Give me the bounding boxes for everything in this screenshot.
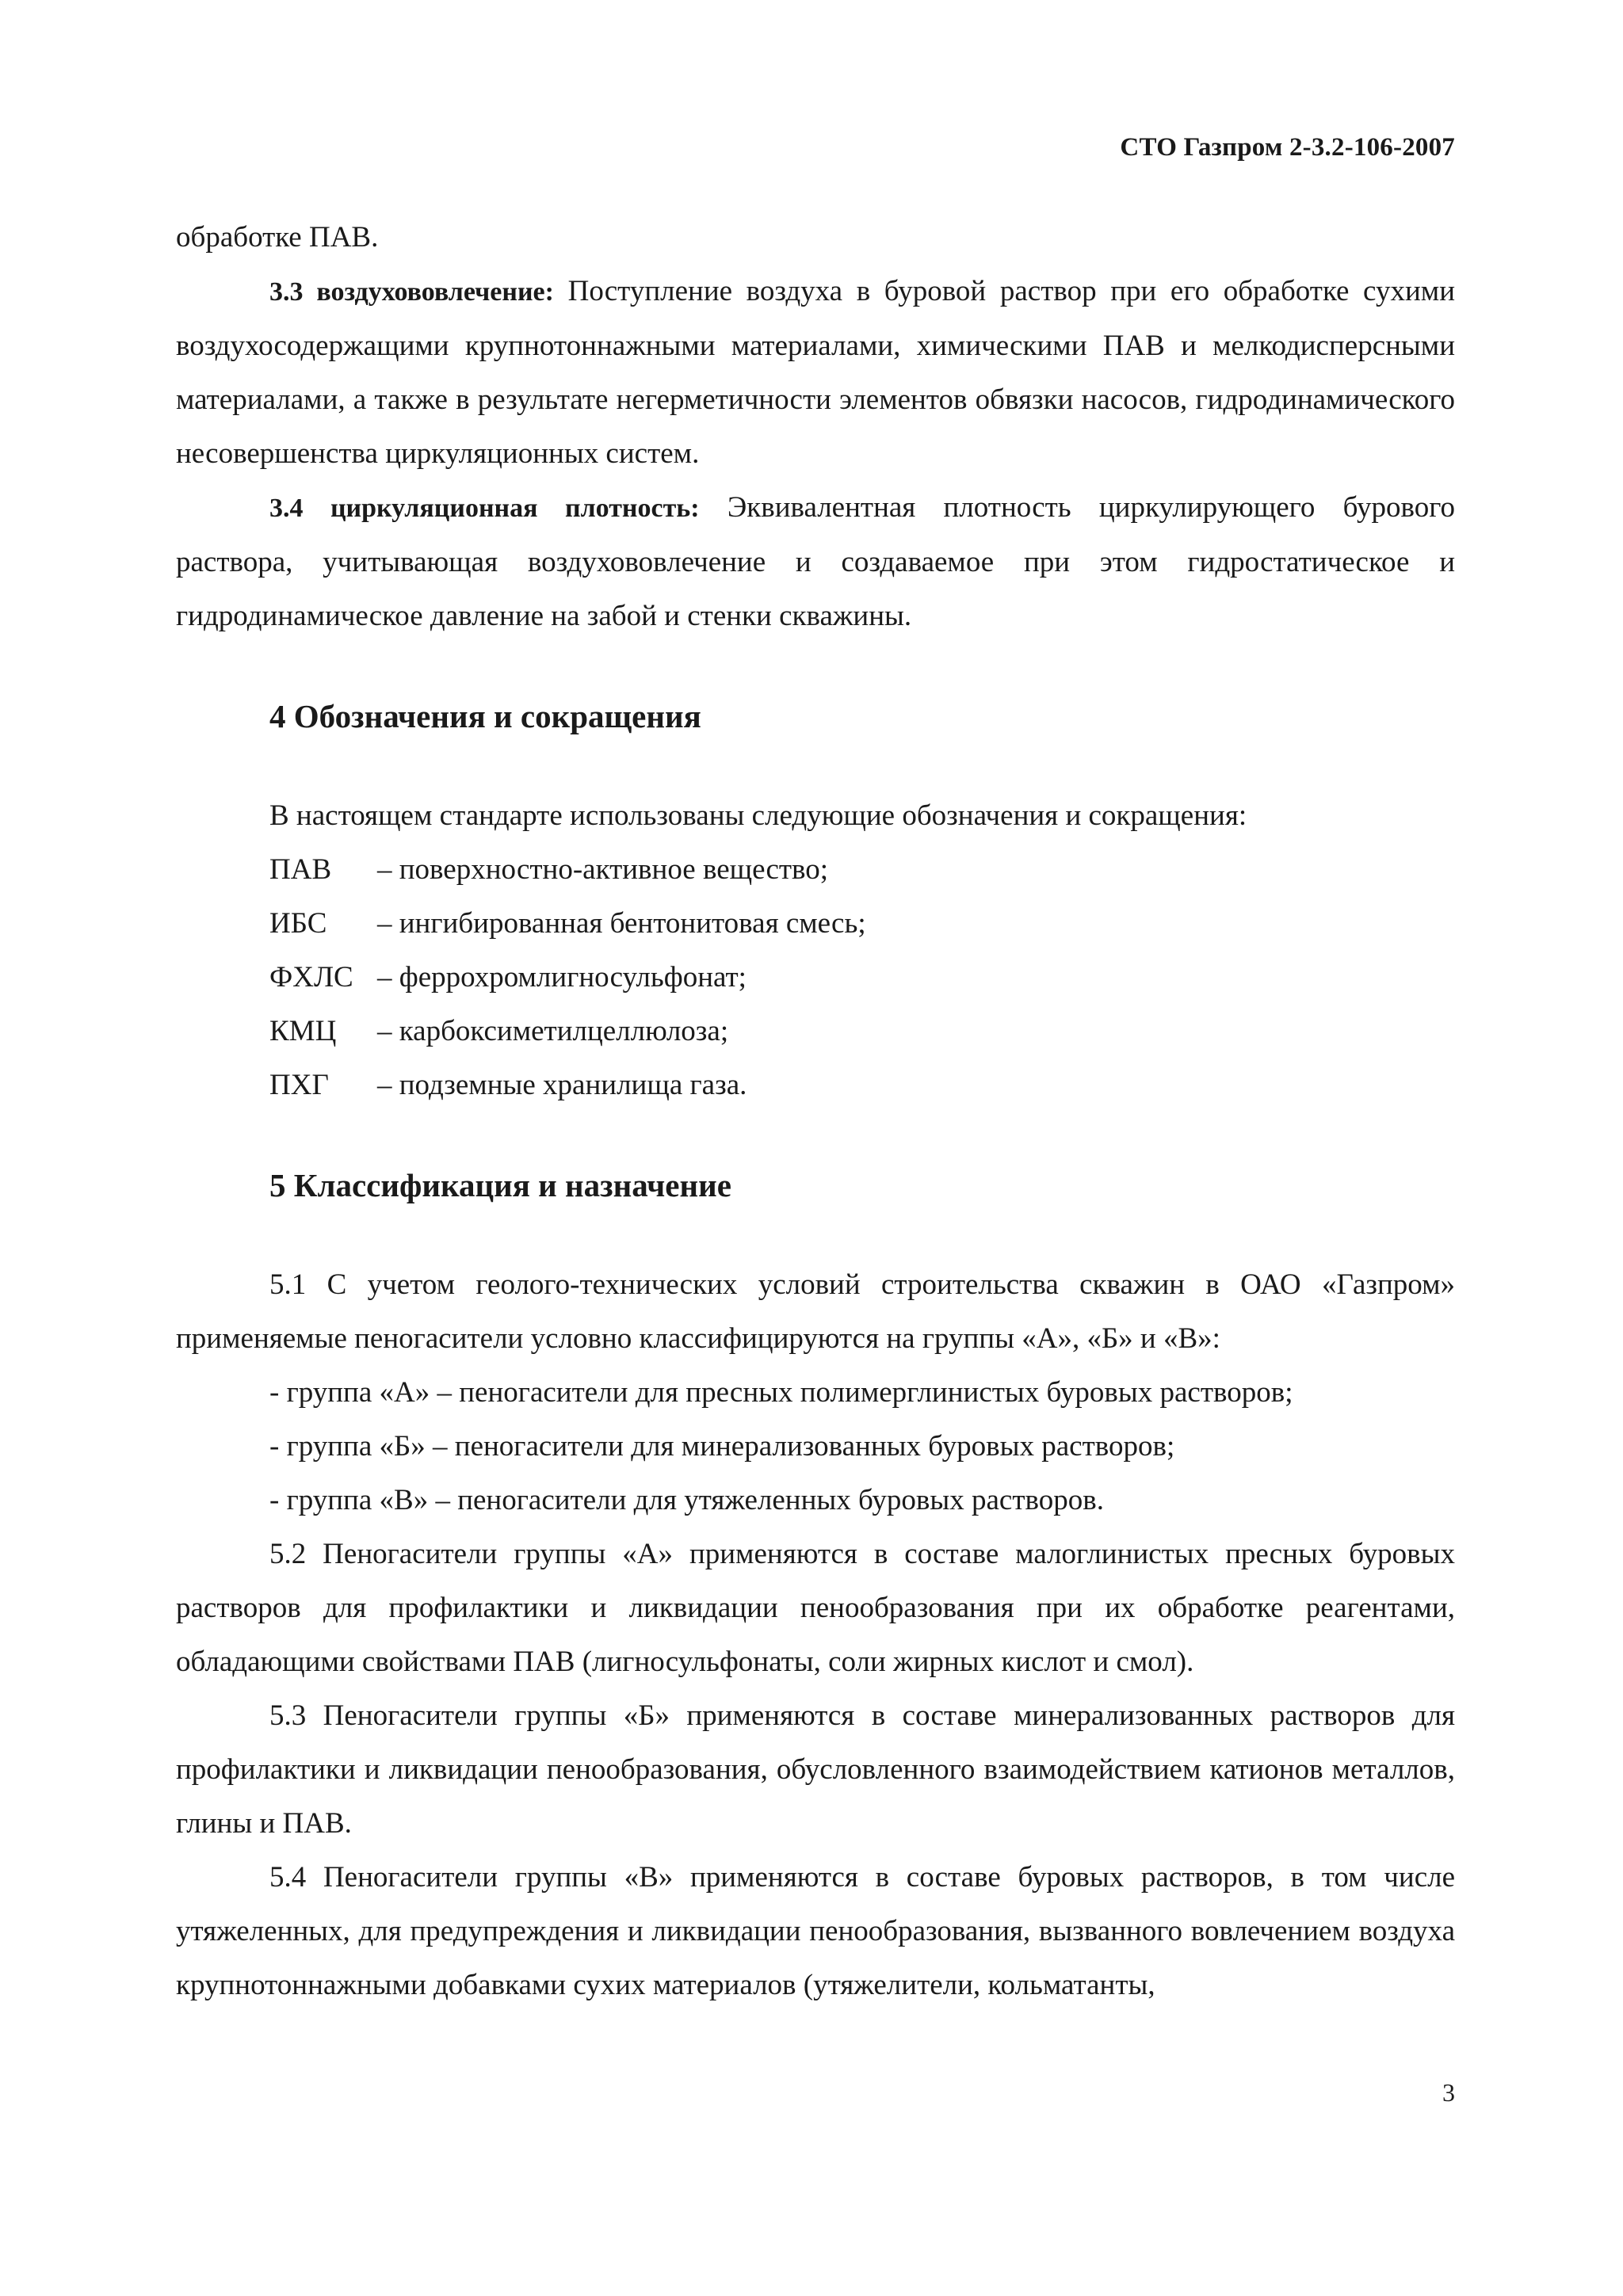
- definition-text: Эквивалентная плотность циркулирующего бурового раствора, учитывающая воздухововлечение и создаваемое при этом гидростатическое и гидродинамическое давление на забой и стенки скважины.: [176, 491, 1455, 632]
- paragraph-5-2: 5.2 Пеногасители группы «А» применяются в составе малоглинистых пресных буровых растворов для профилактики и ликвидации пенообразования при их обработке реагентами, обладающими свойствами ПАВ (лигносульфонаты, соли жирных кислот и смол).: [176, 1538, 1455, 1678]
- section-heading-4: 4 Обозначения и сокращения: [269, 698, 701, 734]
- group-bullet-b: - группа «Б» – пеногасители для минерализованных буровых растворов;: [269, 1430, 1175, 1463]
- abbreviation-code: ПАВ: [269, 853, 332, 886]
- abbreviation-item: [269, 843, 1455, 897]
- abbreviation-item: [269, 951, 1455, 1005]
- definition-3-3: [176, 265, 1455, 481]
- abbreviation-item: [269, 897, 1455, 951]
- abbreviation-description: – феррохромлигносульфонат;: [377, 961, 747, 994]
- paragraph-5-1: 5.1 С учетом геолого-технических условий строительства скважин в ОАО «Газпром» применяемые пеногасители условно классифицируются на группы «А», «Б» и «В»:: [176, 1268, 1455, 1355]
- abbreviation-code: ИБС: [269, 907, 327, 940]
- definition-term: 3.4 циркуляционная плотность:: [269, 494, 700, 523]
- definition-3-4: [176, 481, 1455, 643]
- page-number: 3: [1442, 2078, 1455, 2107]
- paragraph-5-3: 5.3 Пеногасители группы «Б» применяются в составе минерализованных растворов для профилактики и ликвидации пенообразования, обусловленного взаимодействием катионов металлов, глины и ПАВ.: [176, 1699, 1455, 1840]
- document-body: [176, 211, 1455, 2012]
- abbreviation-item: [269, 1058, 1455, 1112]
- section-4-intro: В настоящем стандарте использованы следующие обозначения и сокращения:: [269, 799, 1247, 832]
- abbreviation-description: – подземные хранилища газа.: [377, 1069, 747, 1101]
- group-bullet-c: - группа «В» – пеногасители для утяжеленных буровых растворов.: [269, 1484, 1104, 1516]
- abbreviation-code: ФХЛС: [269, 961, 353, 994]
- group-bullet-a: - группа «А» – пеногасители для пресных полимерглинистых буровых растворов;: [269, 1376, 1293, 1409]
- paragraph-5-4: 5.4 Пеногасители группы «В» применяются в составе буровых растворов, в том числе утяжеленных, для предупреждения и ликвидации пенообразования, вызванного вовлечением воздуха крупнотоннажными добавками сухих материалов (утяжелители, кольматанты,: [176, 1861, 1455, 2001]
- abbreviation-description: – ингибированная бентонитовая смесь;: [377, 907, 866, 940]
- definition-term: 3.3 воздухововлечение:: [269, 277, 554, 307]
- section-heading-5: 5 Классификация и назначение: [269, 1167, 731, 1203]
- continuation-paragraph: обработке ПАВ.: [176, 221, 379, 254]
- abbreviation-code: КМЦ: [269, 1015, 337, 1047]
- definition-text: Поступление воздуха в буровой раствор при его обработке сухими воздухосодержащими крупнотоннажными материалами, химическими ПАВ и мелкодисперсными материалами, а также в результате негерметичности элементов обвязки насосов, гидродинамического несовершенства циркуляционных систем.: [176, 275, 1456, 470]
- abbreviation-code: ПХГ: [269, 1069, 329, 1101]
- abbreviation-item: [269, 1005, 1455, 1058]
- abbreviation-description: – карбоксиметилцеллюлоза;: [377, 1015, 729, 1047]
- abbreviation-list: [176, 843, 1455, 1112]
- abbreviation-description: – поверхностно-активное вещество;: [377, 853, 829, 886]
- document-code-header: СТО Газпром 2-3.2-106-2007: [1120, 133, 1455, 162]
